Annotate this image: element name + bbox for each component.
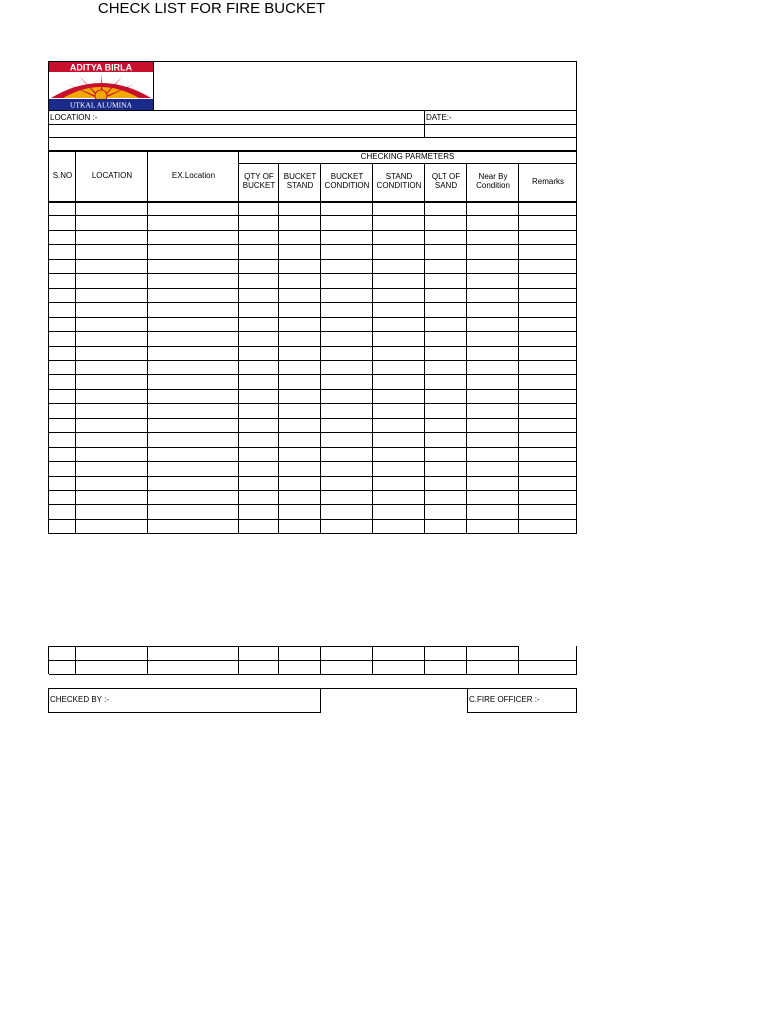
table-row (49, 461, 577, 462)
column-divider (147, 646, 148, 674)
column-header-ex_location: EX.Location (171, 171, 216, 180)
table-row (49, 504, 577, 505)
table-row (49, 331, 577, 332)
table-row (49, 288, 577, 289)
column-divider (466, 646, 467, 674)
logo-brand-top: ADITYA BIRLA (69, 62, 133, 73)
date-label: DATE:- (426, 113, 452, 122)
checked-by-label: CHECKED BY :- (50, 695, 109, 704)
table-row (49, 302, 577, 303)
column-divider (372, 646, 373, 674)
column-header-bucket_stand: BUCKET STAND (283, 172, 317, 190)
column-divider (278, 646, 279, 674)
column-divider (48, 646, 49, 674)
fire-officer-label: C.FIRE OFFICER :- (469, 695, 540, 704)
location-label: LOCATION :- (50, 113, 98, 122)
table-row (49, 259, 577, 260)
table-row (49, 374, 577, 375)
table-row (49, 447, 577, 448)
table-row (49, 646, 519, 647)
table-row (49, 490, 577, 491)
table-bottom-border (49, 533, 577, 534)
table-row (49, 317, 577, 318)
column-divider (424, 163, 425, 534)
table-row (49, 215, 577, 216)
page-title: CHECK LIST FOR FIRE BUCKET (97, 0, 326, 17)
checking-parameters-header: CHECKING PARMETERS (360, 152, 455, 161)
table-row (49, 418, 577, 419)
column-header-sno: S.NO (52, 171, 73, 180)
table-row (49, 476, 577, 477)
column-header-near_by: Near By Condition (476, 172, 510, 190)
table-row (49, 660, 577, 661)
column-divider (320, 646, 321, 674)
logo-brand-bottom: UTKAL ALUMINA (69, 100, 133, 110)
table-row (49, 230, 577, 231)
column-divider (466, 163, 467, 534)
table-row (49, 346, 577, 347)
column-divider (238, 646, 239, 674)
column-divider (75, 646, 76, 674)
table-row (49, 273, 577, 274)
column-header-qlt_sand: QLT OF SAND (431, 172, 461, 190)
table-row (49, 432, 577, 433)
column-divider (424, 646, 425, 674)
table-row (49, 244, 577, 245)
column-divider (518, 163, 519, 534)
table-row (49, 389, 577, 390)
column-divider (320, 163, 321, 534)
column-divider (576, 646, 577, 674)
table-row (49, 519, 577, 520)
column-divider (278, 163, 279, 534)
column-header-bucket_condition: BUCKET CONDITION (324, 172, 370, 190)
table-row (49, 403, 577, 404)
column-header-stand_condition: STAND CONDITION (376, 172, 422, 190)
table-row (49, 360, 577, 361)
aditya-birla-logo (49, 62, 153, 110)
column-header-qty: QTY OF BUCKET (242, 172, 276, 190)
column-header-location: LOCATION (91, 171, 133, 180)
column-divider (518, 646, 519, 674)
column-divider (372, 163, 373, 534)
table-row (49, 674, 577, 675)
column-header-remarks: Remarks (531, 177, 564, 186)
